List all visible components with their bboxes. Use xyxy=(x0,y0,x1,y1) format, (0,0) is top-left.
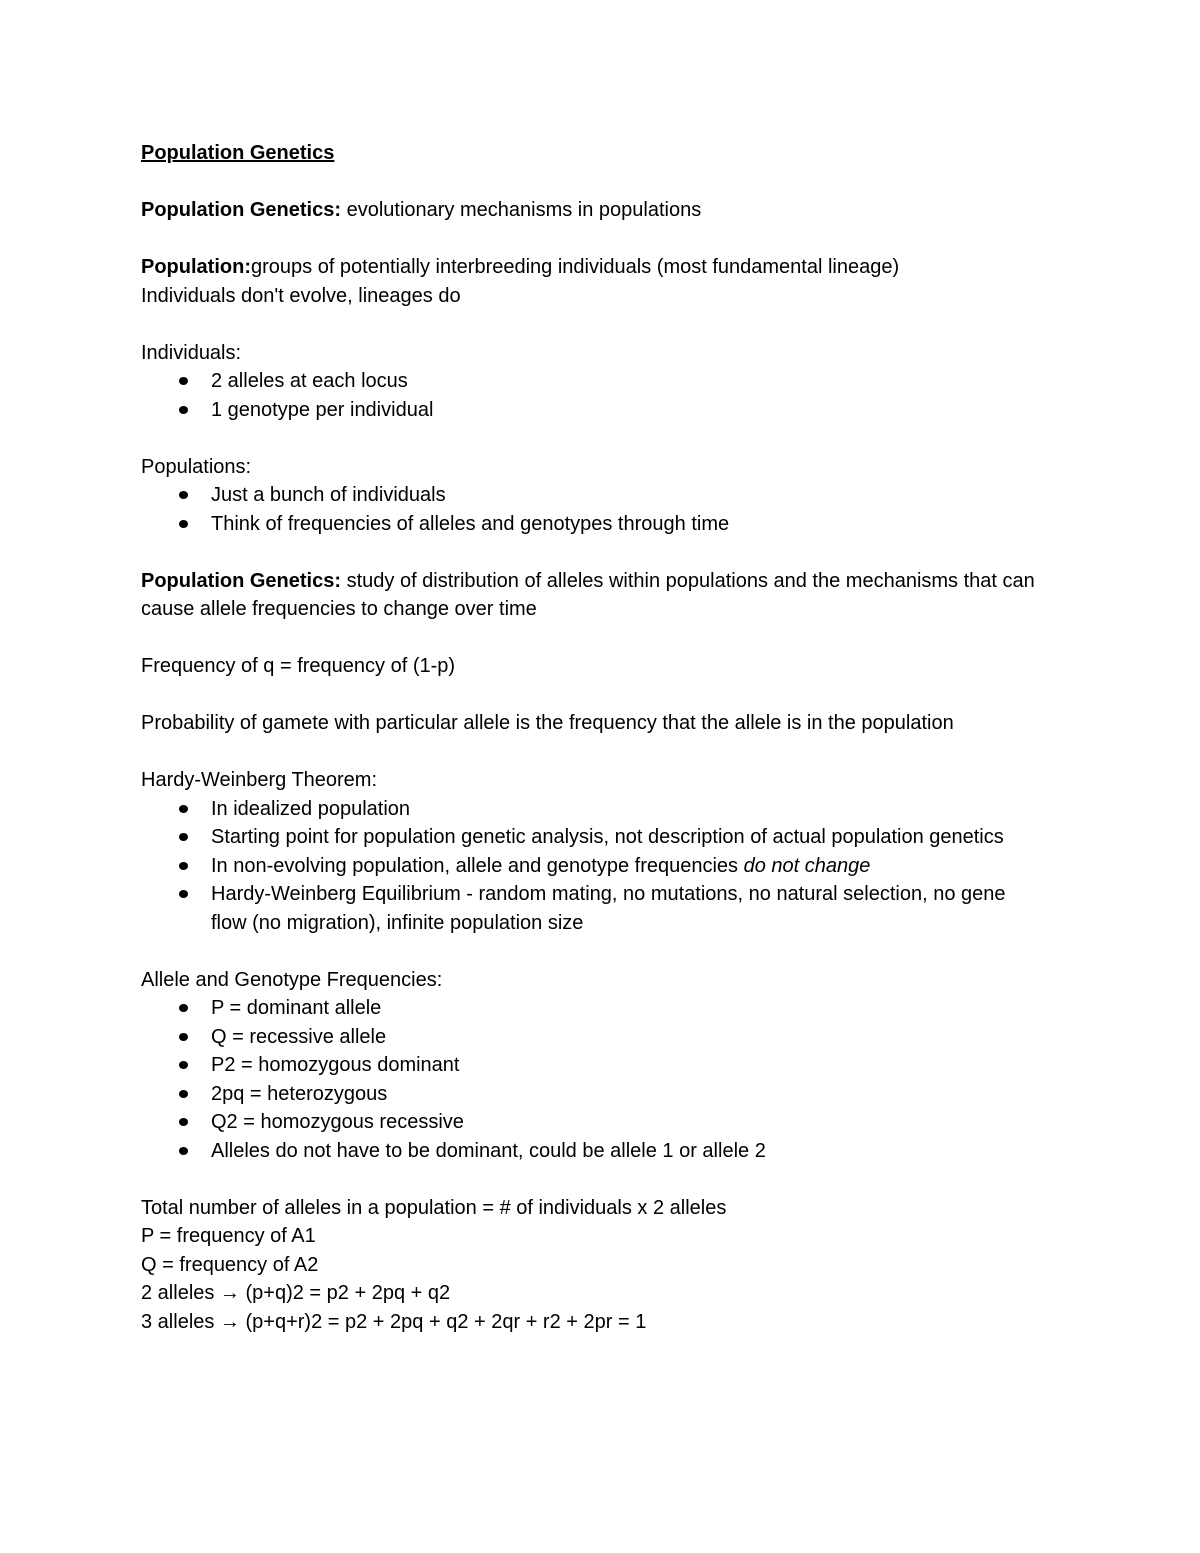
spacer xyxy=(141,168,1041,197)
p-frequency-line: P = frequency of A1 xyxy=(141,1225,316,1247)
q-frequency-line: Q = frequency of A2 xyxy=(141,1253,319,1276)
spacer xyxy=(141,738,1041,767)
term: Population Genetics: xyxy=(141,199,342,221)
bullet-icon xyxy=(179,833,188,841)
term: Population Genetics: xyxy=(141,569,342,592)
bullet-icon xyxy=(179,862,188,870)
list-item: Think of frequencies of alleles and genotypes through time xyxy=(141,510,1041,539)
hardy-weinberg-heading: Hardy-Weinberg Theorem: xyxy=(141,769,378,791)
list-item: Q2 = homozygous recessive xyxy=(141,1108,1041,1137)
bullet-icon xyxy=(179,520,188,528)
allele-frequencies-heading: Allele and Genotype Frequencies: xyxy=(141,968,443,991)
bullet-icon xyxy=(179,377,188,385)
bullet-icon xyxy=(179,890,188,898)
bullet-icon xyxy=(179,1090,188,1098)
spacer xyxy=(141,310,1041,339)
list-item: In idealized population xyxy=(141,795,1041,824)
list-item: Hardy-Weinberg Equilibrium - random mating, no mutations, no natural selection, no gene flow (no migration), infinite population size xyxy=(141,880,1041,937)
list-item: Just a bunch of individuals xyxy=(141,481,1041,510)
allele-frequencies-list xyxy=(141,994,1041,1165)
term: Population: xyxy=(141,256,251,278)
lineage-note: Individuals don't evolve, lineages do xyxy=(141,284,461,307)
list-item: P2 = homozygous dominant xyxy=(141,1051,1041,1080)
definition-text: groups of potentially interbreeding individuals (most fundamental lineage) xyxy=(250,256,900,278)
spacer xyxy=(141,681,1041,710)
bullet-icon xyxy=(179,1033,188,1041)
spacer xyxy=(141,424,1041,453)
spacer xyxy=(141,225,1041,254)
frequency-q-line: Frequency of q = frequency of (1-p) xyxy=(141,655,456,677)
list-item: Starting point for population genetic analysis, not description of actual population genetics xyxy=(141,823,1041,852)
list-item: 1 genotype per individual xyxy=(141,396,1041,425)
bullet-icon xyxy=(179,1147,188,1155)
definition-text: study of distribution of alleles within populations and the mechanisms that can cause allele frequencies to change over time xyxy=(141,569,1035,620)
spacer xyxy=(141,624,1041,653)
spacer xyxy=(141,937,1041,966)
bullet-icon xyxy=(179,491,188,499)
list-item: Alleles do not have to be dominant, could be allele 1 or allele 2 xyxy=(141,1137,1041,1166)
list-item: 2pq = heterozygous xyxy=(141,1080,1041,1109)
definition-population-genetics xyxy=(141,196,1041,225)
three-alleles-formula: 3 alleles → (p+q+r)2 = p2 + 2pq + q2 + 2qr + r2 + 2pr = 1 xyxy=(141,1310,647,1333)
bullet-icon xyxy=(179,1004,188,1012)
definition-population-genetics-2 xyxy=(141,567,1041,624)
definition-text: evolutionary mechanisms in populations xyxy=(341,199,702,221)
emphasis-text: do not change xyxy=(743,854,871,877)
spacer xyxy=(141,1165,1041,1194)
document-body xyxy=(141,139,1041,1336)
populations-list xyxy=(141,481,1041,538)
bullet-icon xyxy=(179,1118,188,1126)
individuals-heading: Individuals: xyxy=(141,341,242,364)
populations-heading: Populations: xyxy=(141,455,252,478)
bullet-icon xyxy=(179,406,188,414)
bullet-icon xyxy=(179,805,188,813)
hardy-weinberg-list xyxy=(141,795,1041,938)
total-alleles-line: Total number of alleles in a population = # of individuals x 2 alleles xyxy=(141,1196,727,1219)
list-item: 2 alleles at each locus xyxy=(141,367,1041,396)
spacer xyxy=(141,538,1041,567)
list-item: In non-evolving population, allele and genotype frequencies do not change xyxy=(141,852,1041,881)
probability-line: Probability of gamete with particular allele is the frequency that the allele is in the population xyxy=(141,712,954,734)
page-title: Population Genetics xyxy=(141,142,335,164)
individuals-list xyxy=(141,367,1041,424)
two-alleles-formula: 2 alleles → (p+q)2 = p2 + 2pq + q2 xyxy=(141,1282,451,1304)
list-item: Q = recessive allele xyxy=(141,1023,1041,1052)
bullet-icon xyxy=(179,1061,188,1069)
list-item: P = dominant allele xyxy=(141,994,1041,1023)
definition-population xyxy=(141,253,1041,282)
